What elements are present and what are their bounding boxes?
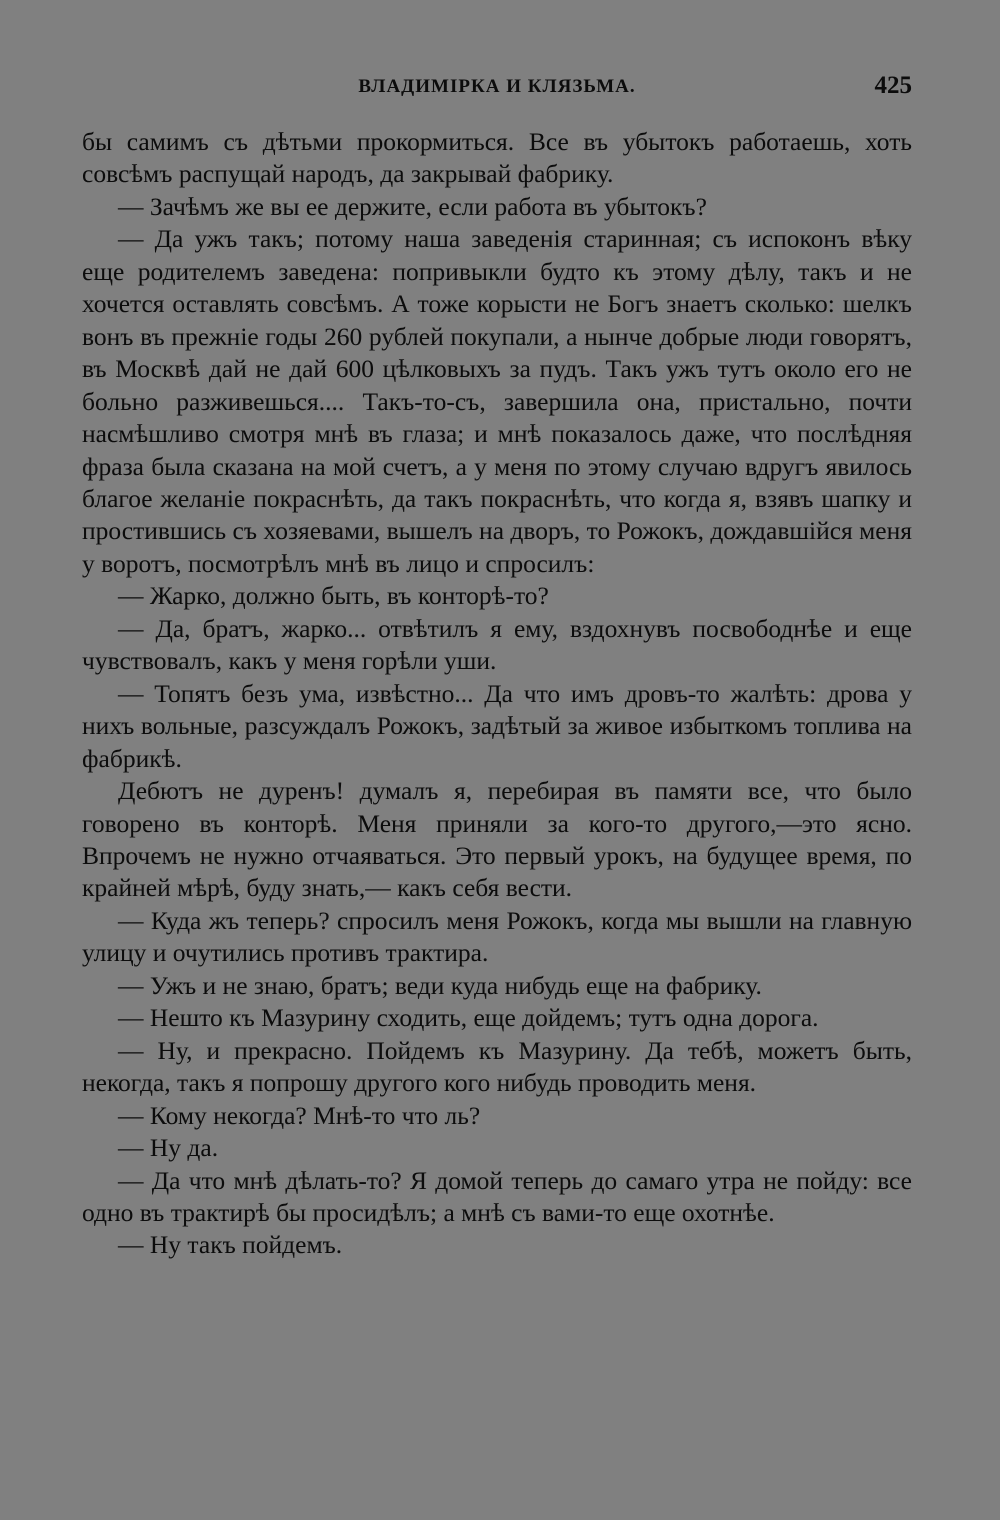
paragraph: — Ну такъ пойдемъ. xyxy=(118,1230,343,1260)
paragraph: Дебютъ не дуренъ! думалъ я, перебирая въ памяти все, что было говорено въ конторѣ. Меня приняли за кого-то другого,—это ясно. Впрочемъ не нужно отчаяваться. Это первый урокъ, на будущее время, по крайней мѣрѣ, буду знать,— какъ себя вести. xyxy=(82,776,912,903)
paragraph: — Жарко, должно быть, въ конторѣ-то? xyxy=(118,581,549,611)
paragraph: — Да что мнѣ дѣлать-то? Я домой теперь до самаго утра не пойду: все одно въ трактирѣ бы просидѣлъ; а мнѣ съ вами-то еще охотнѣе. xyxy=(82,1165,912,1227)
book-page xyxy=(82,70,912,1490)
paragraph: — Кому некогда? Мнѣ-то что ль? xyxy=(118,1100,481,1130)
paragraph: — Ужъ и не знаю, братъ; веди куда нибудь еще на фабрику. xyxy=(118,970,762,1000)
paragraph: — Ну, и прекрасно. Пойдемъ къ Мазурину. Да тебѣ, можетъ быть, некогда, такъ я попрошу другого кого нибудь проводить меня. xyxy=(82,1035,912,1098)
body-text xyxy=(82,126,912,1262)
paragraph: — Куда жъ теперь? спросилъ меня Рожокъ, когда мы вышли на главную улицу и очутились противъ трактира. xyxy=(82,905,912,968)
paragraph: бы самимъ съ дѣтьми прокормиться. Все въ убытокъ работаешь, хоть совсѣмъ распущай народъ, да закрывай фабрику. xyxy=(82,127,912,189)
page-number: 425 xyxy=(874,72,912,99)
page-header xyxy=(82,70,912,106)
running-head: ВЛАДИМІРКА И КЛЯЗЬМА. xyxy=(358,76,636,97)
paragraph: — Да ужъ такъ; потому наша заведенія старинная; съ испоконъ вѣку еще родителемъ заведена: попривыкли будто къ этому дѣлу, такъ и не хочется оставлять совсѣмъ. А тоже корысти не Богъ знаетъ сколько: шелкъ вонъ въ прежніе годы 260 рублей покупали, а нынче добрые люди говорятъ, въ Москвѣ дай не дай 600 цѣлковыхъ за пудъ. Такъ ужъ тутъ около его не больно разживешься.... Такъ-то-съ, завершила она, пристально, почти насмѣшливо смотря мнѣ въ глаза; и мнѣ показалось даже, что послѣдняя фраза была сказана на мой счетъ, а у меня по этому случаю вдругъ явилось благое желаніе покраснѣть, да такъ покраснѣть, что когда я, взявъ шапку и простившись съ хозяевами, вышелъ на дворъ, то Рожокъ, дождавшійся меня у воротъ, посмотрѣлъ мнѣ въ лицо и спросилъ: xyxy=(82,224,912,578)
paragraph: — Ну да. xyxy=(118,1133,219,1163)
paragraph: — Нешто къ Мазурину сходить, еще дойдемъ; тутъ одна дорога. xyxy=(118,1003,819,1033)
paragraph: — Топятъ безъ ума, извѣстно... Да что имъ дровъ-то жалѣть: дрова у нихъ вольные, разсуждалъ Рожокъ, задѣтый за живое избыткомъ топлива на фабрикѣ. xyxy=(82,678,912,773)
paragraph: — Да, братъ, жарко... отвѣтилъ я ему, вздохнувъ посвободнѣе и еще чувствовалъ, какъ у меня горѣли уши. xyxy=(82,613,912,676)
paragraph: — Зачѣмъ же вы ее держите, если работа въ убытокъ? xyxy=(118,191,707,221)
